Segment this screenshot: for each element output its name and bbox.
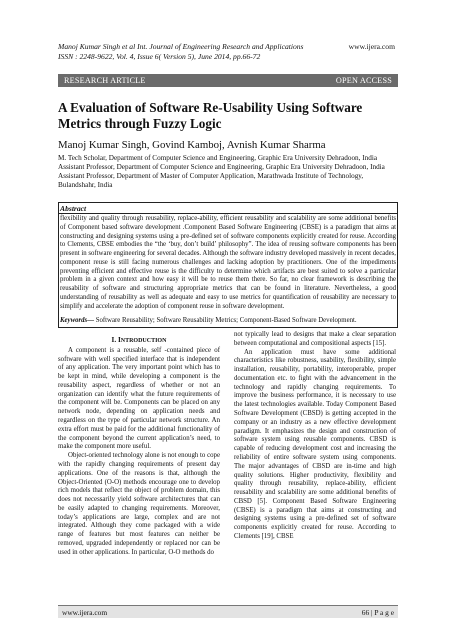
- affiliations: [58, 154, 398, 190]
- keywords-label: Keywords—: [60, 317, 94, 324]
- left-column: [58, 336, 220, 558]
- abstract-divider: [58, 213, 398, 214]
- page-number: 66 | P a g e: [361, 607, 394, 617]
- header-website-link[interactable]: www.ijera.com: [348, 42, 395, 51]
- footer-website-link[interactable]: www.ijera.com: [62, 607, 108, 617]
- journal-header: [58, 42, 398, 62]
- abstract-text: flexibility and quality through reusability, replace-ability, efficient reusability and scalability are some additional benefits of Component based software development .Component Based Software Engineering (CBSE) is a paradigm that aims at constructing and designing systems using a pre-defined set of software components explicitly created for reuse. According to Clements, CBSE embodies the “the ‘buy, don’t build’ philosophy”. The idea of reusing software components has been present in software engineering for several decades. Although the software industry developed massively in recent decades, component reuse is still facing numerous challenges and lacking adoption by practitioners. One of the impediments preventing efficient and effective reuse is the difficulty to determine which artifacts are best suited to solve a particular problem in a given context and how easy it will be to reuse them there. So far, no clear framework is describing the reusability of software and structuring appropriate metrics that can be found in literature. Nevertheless, a good understanding of reusability as well as adequate and easy to use metrics for quantification of reusability are necessary to simplify and accelerate the adoption of component reuse in software development.: [60, 215, 396, 310]
- affiliation-3: Assistant Professor, Department of Master of Computer Application, Marathwada Institute of Technology, Bulandshahr, India: [58, 172, 364, 190]
- section-title-first-letter: I: [117, 336, 121, 344]
- journal-line-2: ISSN : 2248-9622, Vol. 4, Issue 6( Version 5), June 2014, pp.66-72: [58, 52, 261, 61]
- page-footer: [58, 605, 398, 618]
- keywords-text: Software Reusability; Software Reusability Metrics; Component-Based Software Development.: [95, 317, 357, 324]
- right-paragraph-1: not typically lead to designs that make a clear separation between computational and compositional aspects [15].: [234, 331, 396, 347]
- section-heading-introduction: [58, 336, 220, 346]
- intro-paragraph-2: Object-oriented technology alone is not enough to cope with the rapidly changing requirements of present day applications. One of the reasons is that, although the Object-Oriented (O-O) methods encourage one to develop rich models that reflect the object of problem domain, this does not necessarily yield software architectures that can be easily adapted to changing requirements. Moreover, today’s applications are large, complex and are not integrated. Although they come packaged with a wide range of features but most features can neither be removed, upgraded independently or replaced nor can be used in other applications. In particular, O-O methods do: [58, 452, 220, 556]
- research-article-label: RESEARCH ARTICLE: [64, 76, 146, 85]
- article-type-band: [58, 74, 398, 87]
- affiliation-2: Assistant Professor, Department of Computer Science and Engineering, Graphic Era University Dehradoon, India: [58, 163, 385, 172]
- intro-paragraph-1: A component is a reusable, self -contained piece of software with well specified interface that is independent of any application. The very important point which has to be kept in mind, while developing a component is the reusability aspect, regardless of whether or not an organization can identify what the future requirements of the component will be. Components can be placed on any network node, depending on application needs and regardless on the type of particular network structure. An extra effort must be paid for the additional functionality of the component beyond the current application’s need, to make the component more useful.: [58, 346, 220, 451]
- right-paragraph-2: An application must have some additional characteristics like robustness, usability, flexibility, simple installation, reusability, portability, interoperable, proper documentation etc. to fight with the advancement in the technology and rapidly changing requirements. To improve the business performance, it is necessary to use the latest technologies available. Today Component Based Software Development (CBSD) is getting accepted in the company or an industry as a new effective development paradigm. It emphasizes the design and construction of software system using reusable components. CBSD is capable of reducing development cost and increasing the reliability of entire software system using components. The major advantages of CBSD are in-time and high quality solutions. Higher productivity, flexibility and quality through reusability, replace-ability, efficient reusability and scalability are some additional benefits of CBSD [5]. Component Based Software Engineering (CBSE) is a paradigm that aims at constructing and designing systems using a pre-defined set of software components explicitly created for reuse. According to Clements [19], CBSE: [234, 348, 396, 540]
- author-list: Manoj Kumar Singh, Govind Kamboj, Avnish Kumar Sharma: [58, 139, 326, 151]
- abstract-label: Abstract: [60, 204, 87, 213]
- keywords-line: [60, 317, 396, 326]
- open-access-label: OPEN ACCESS: [335, 76, 392, 85]
- affiliation-1: M. Tech Scholar, Department of Computer Science and Engineering, Graphic Era University Dehradoon, India: [58, 154, 378, 162]
- section-number: I.: [111, 336, 117, 344]
- journal-line-1: Manoj Kumar Singh et al Int. Journal of Engineering Research and Applications: [58, 42, 304, 51]
- section-title-rest: NTRODUCTION: [120, 338, 167, 344]
- right-column: [234, 331, 396, 542]
- paper-title: A Evaluation of Software Re-Usability Using Software Metrics through Fuzzy Logic: [58, 100, 363, 131]
